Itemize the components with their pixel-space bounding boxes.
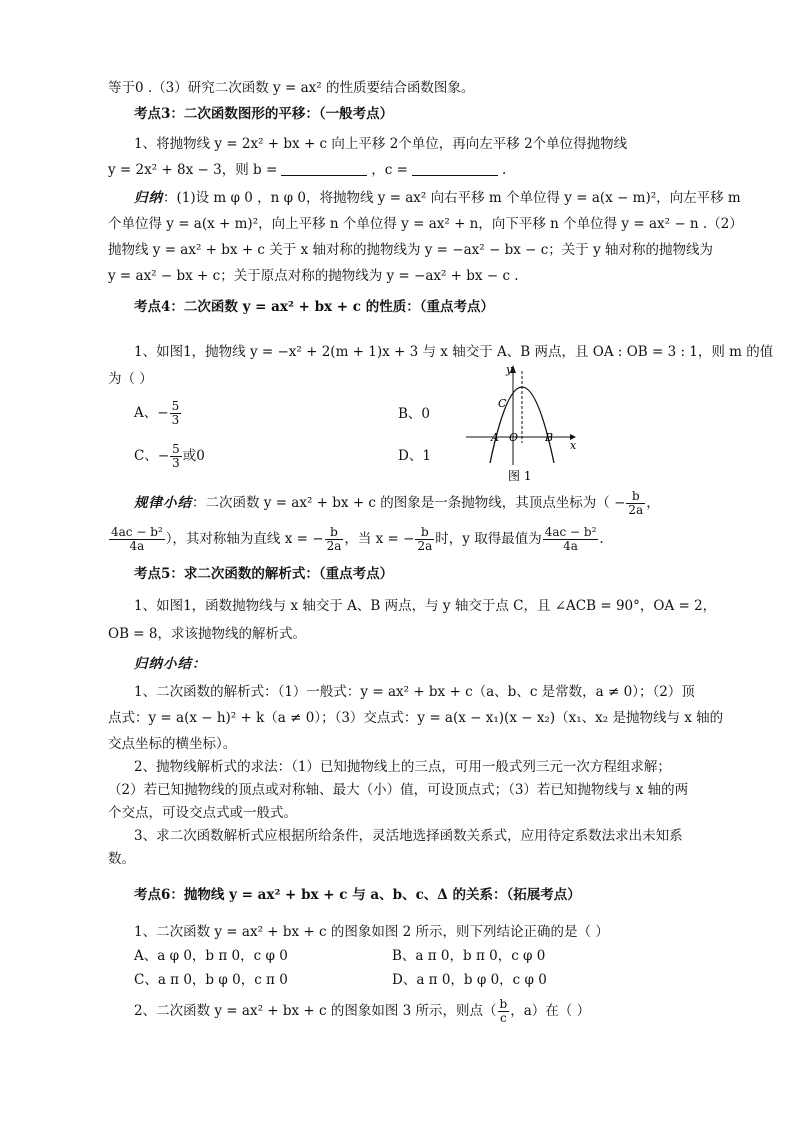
section-5-heading: 考点5：求二次函数的解析式：（重点考点）	[134, 566, 394, 582]
k5-question-1-cont: OB = 8，求该抛物线的解析式。	[108, 626, 306, 642]
k5-point-1a: 1、二次函数的解析式：（1）一般式：y = ax² + bx + c（a、b、c 是常数，a ≠ 0）；（2）顶	[134, 684, 695, 700]
denominator: c	[500, 1011, 507, 1025]
option-a-prefix: A、−	[134, 405, 169, 421]
fraction	[170, 443, 182, 470]
option-c-suffix: 或0	[182, 448, 205, 464]
k5-summary-label: 归纳小结：	[134, 656, 207, 672]
numerator: b	[325, 526, 344, 540]
label-b: B	[545, 431, 554, 444]
k3-q1-text-c: ，c =	[371, 162, 408, 178]
k4-question-1: 1、如图1，抛物线 y = −x² + 2(m + 1)x + 3 与 x 轴交于 A、B 两点，且 OA : OB = 3 : 1，则 m 的值	[134, 344, 774, 360]
denominator: 3	[172, 456, 180, 470]
fraction	[109, 526, 165, 553]
label-o: O	[509, 431, 519, 444]
fraction	[543, 526, 599, 553]
numerator: 5	[171, 399, 180, 413]
numerator: 4ac − b²	[544, 525, 597, 539]
fraction	[498, 998, 510, 1025]
k6-option-b[interactable]: B、a π 0，b π 0，c φ 0	[392, 948, 546, 964]
k4-question-1-cont: 为（ ）	[108, 371, 153, 387]
rule-text-2a: ），其对称轴为直线 x = −	[165, 531, 324, 547]
k6-option-d[interactable]: D、a π 0，b φ 0，c φ 0	[392, 972, 547, 988]
intro-line: 等于0 .（3）研究二次函数 y = ax² 的性质要结合函数图象。	[108, 80, 475, 96]
k5-point-3b: 数。	[108, 851, 135, 867]
k4-option-c[interactable]	[134, 443, 205, 470]
denominator: 2a	[628, 503, 644, 517]
label-y: y	[506, 363, 513, 376]
k6-option-c[interactable]: C、a π 0，b φ 0，c π 0	[134, 972, 288, 988]
numerator: 4ac − b²	[111, 525, 163, 539]
denominator: 2a	[417, 539, 433, 553]
figure-1-parabola	[458, 363, 588, 483]
denominator: 2a	[326, 539, 342, 553]
numerator: b	[499, 997, 508, 1011]
k5-point-2c: 个交点，可设交点式或一般式。	[108, 805, 297, 821]
k3-q1-end: .	[501, 162, 507, 178]
rule-text-1-end: ，	[646, 495, 660, 511]
k4-rule-1	[134, 490, 714, 517]
k3-summary-3: 抛物线 y = ax² + bx + c 关于 x 轴对称的抛物线为 y = −ax² − bx − c；关于 y 轴对称的抛物线为	[108, 242, 713, 258]
label-c: C	[498, 397, 507, 410]
answer-blank-b[interactable]	[281, 161, 367, 176]
k6-question-2	[134, 998, 734, 1025]
answer-blank-c[interactable]	[412, 161, 498, 176]
k3-question-1: 1、将抛物线 y = 2x² + bx + c 向上平移 2个单位，再向左平移 2个单位得抛物线	[134, 136, 628, 152]
figure-caption: 图 1	[508, 469, 532, 483]
fraction	[325, 526, 344, 553]
section-4-heading: 考点4：二次函数 y = ax² + bx + c 的性质：（重点考点）	[134, 299, 494, 315]
rule-label: 规律小结	[134, 495, 192, 511]
k3-summary-2: 个单位得 y = a(x + m)²，向上平移 n 个单位得 y = ax² + n，向下平移 n 个单位得 y = ax² − n .（2）	[108, 216, 743, 232]
numerator: 5	[172, 442, 180, 456]
denominator: 4a	[129, 539, 145, 553]
rule-text-1: ：二次函数 y = ax² + bx + c 的图象是一条抛物线，其顶点坐标为（ −	[192, 495, 626, 511]
denominator: 4a	[563, 539, 578, 553]
k4-option-a[interactable]	[134, 400, 182, 427]
k5-point-2b: （2）若已知抛物线的顶点或对称轴、最大（小）值，可设顶点式；（3）若已知抛物线与 x 轴的两	[108, 782, 689, 798]
k5-question-1: 1、如图1，函数抛物线与 x 轴交于 A、B 两点，与 y 轴交于点 C，且 ∠ACB = 90°，OA = 2，	[134, 598, 717, 614]
section-6-heading: 考点6：抛物线 y = ax² + bx + c 与 a、b、c、Δ 的关系：（拓展考点）	[134, 887, 581, 903]
k5-point-3a: 3、求二次函数解析式应根据所给条件，灵活地选择函数关系式，应用待定系数法求出未知系	[134, 828, 683, 844]
k4-option-d[interactable]: D、1	[398, 448, 431, 464]
k3-summary-4: y = ax² − bx + c；关于原点对称的抛物线为 y = −ax² + bx − c .	[108, 268, 519, 284]
option-c-prefix: C、−	[134, 448, 170, 464]
numerator: b	[626, 490, 645, 504]
numerator: b	[415, 526, 434, 540]
k5-point-1b: 点式：y = a(x − h)² + k（a ≠ 0）；（3）交点式：y = a(x − x₁)(x − x₂)（x₁、x₂ 是抛物线与 x 轴的	[108, 710, 724, 726]
k6-option-a[interactable]: A、a φ 0，b π 0，c φ 0	[134, 948, 288, 964]
k4-option-b[interactable]: B、0	[398, 406, 431, 422]
k5-point-1c: 交点坐标的横坐标）。	[108, 736, 237, 752]
summary-text-1: ：(1)设 m φ 0 ，n φ 0，将抛物线 y = ax² 向右平移 m 个单位得 y = a(x − m)²，向左平移 m	[163, 190, 741, 206]
k3-q1-text-b: y = 2x² + 8x − 3，则 b =	[108, 162, 278, 178]
label-a: A	[491, 431, 499, 444]
rule-text-2b: ，当 x = −	[344, 531, 415, 547]
fraction	[170, 400, 182, 427]
q2-text-pre: 2、二次函数 y = ax² + bx + c 的图象如图 3 所示，则点（	[134, 1003, 497, 1019]
fraction	[626, 490, 645, 517]
denominator: 3	[171, 413, 180, 427]
k4-rule-2	[108, 526, 708, 553]
k5-point-2a: 2、抛物线解析式的求法：（1）已知抛物线上的三点，可用一般式列三元一次方程组求解；	[134, 759, 671, 775]
summary-label: 归纳	[134, 190, 163, 206]
rule-text-2c: 时，y 取得最值为	[435, 531, 542, 547]
k6-question-1: 1、二次函数 y = ax² + bx + c 的图象如图 2 所示，则下列结论正确的是（ ）	[134, 924, 609, 940]
k3-question-1-cont	[108, 160, 708, 180]
q2-text-post: ，a）在（ ）	[510, 1003, 591, 1019]
rule-text-2d: .	[599, 531, 604, 547]
section-3-heading: 考点3：二次函数图形的平移：（一般考点）	[134, 106, 394, 122]
label-x: x	[570, 439, 577, 452]
fraction	[415, 526, 434, 553]
k3-summary-1	[134, 188, 741, 208]
